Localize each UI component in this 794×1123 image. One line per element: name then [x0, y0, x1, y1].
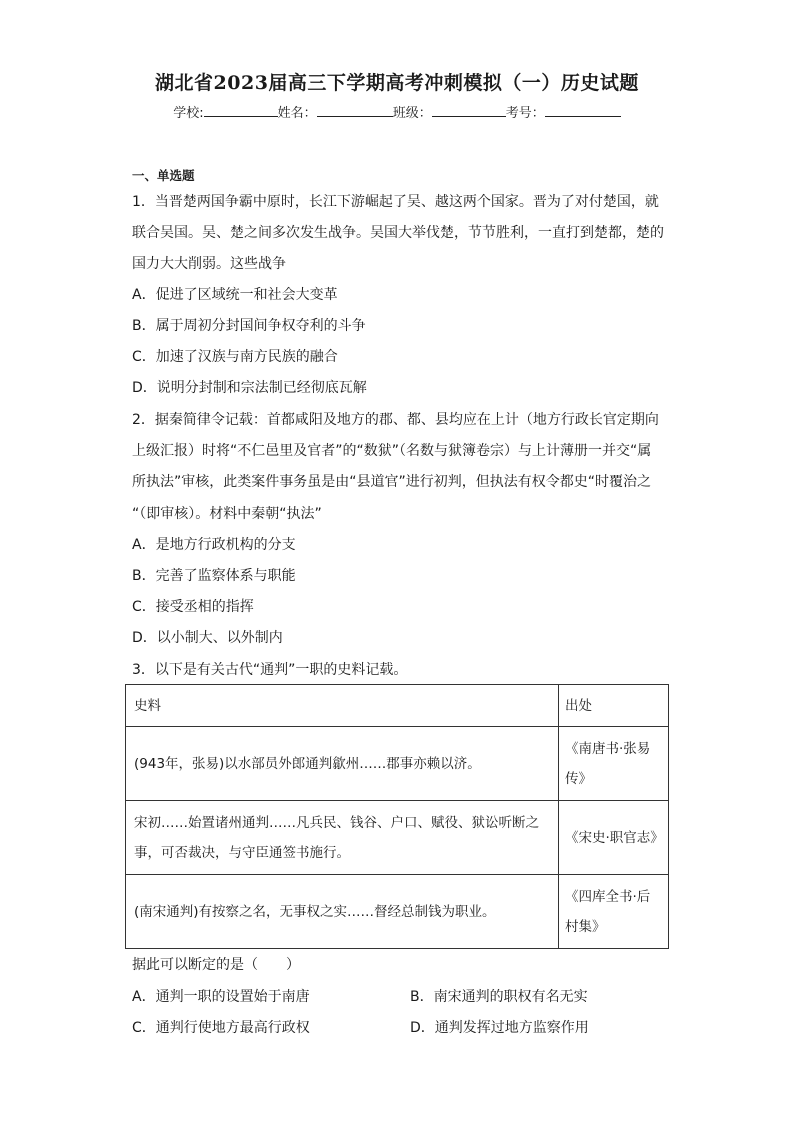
table-row — [126, 875, 669, 949]
cell-source: 《宋史·职官志》 — [565, 829, 664, 846]
question-3-prompt: 据此可以断定的是（ ） — [132, 957, 300, 973]
table-cell — [559, 801, 669, 875]
table-header: 出处 — [559, 685, 669, 727]
cell-source: 《四库全书·后 — [565, 888, 651, 905]
cell-text: 宋初……始置诸州通判……凡兵民、钱谷、户口、赋役、狱讼听断之 — [134, 814, 539, 831]
section-title: 一、单选题 — [132, 168, 195, 183]
question-3-option-d[interactable]: D．通判发挥过地方监察作用 — [410, 1020, 589, 1036]
question-2-line: “（即审核）。材料中秦朝“执法” — [132, 506, 322, 522]
cell-text: (943年，张易)以水部员外郎通判歙州……郡事亦赖以济。 — [134, 755, 481, 772]
school-blank — [204, 103, 278, 117]
number-blank — [545, 103, 621, 117]
name-label: 姓名： — [277, 106, 317, 121]
number-label: 考号： — [505, 106, 545, 121]
question-2-line: 所执法”审核，此类案件事务虽是由“县道官”进行初判，但执法有权令都史“时覆治之 — [132, 474, 652, 490]
question-2-option-d[interactable]: D．以小制大、以外制内 — [132, 630, 283, 646]
question-3-option-b[interactable]: B．南宋通判的职权有名无实 — [410, 989, 588, 1005]
question-3-option-c[interactable]: C．通判行使地方最高行政权 — [132, 1020, 310, 1036]
table-header-row — [126, 685, 669, 727]
question-1-option-a[interactable]: A．促进了区域统一和社会大变革 — [132, 287, 338, 303]
class-blank — [432, 103, 506, 117]
table-header: 史料 — [126, 685, 559, 727]
question-1-line: 联合吴国。吴、楚之间多次发生战争。吴国大举伐楚，节节胜利，一直打到楚都，楚的 — [132, 225, 664, 241]
student-info-row — [0, 102, 794, 121]
question-1-line: 国力大大削弱。这些战争 — [132, 256, 286, 272]
question-2-option-a[interactable]: A．是地方行政机构的分支 — [132, 537, 296, 553]
question-1-option-b[interactable]: B．属于周初分封国间争权夺利的斗争 — [132, 318, 366, 334]
table-cell — [559, 727, 669, 801]
question-2-line: 上级汇报）时将“不仁邑里及官者”的“数狱”（名数与狱簿卷宗）与上计薄册一并交“属 — [132, 443, 652, 459]
cell-text: 事，可否裁决，与守臣通签书施行。 — [134, 844, 350, 861]
cell-source: 《南唐书·张易 — [565, 740, 651, 757]
table-row — [126, 801, 669, 875]
page-title: 湖北省2023届高三下学期高考冲刺模拟（一）历史试题 — [155, 72, 639, 94]
question-1-line: 1．当晋楚两国争霸中原时，长江下游崛起了吴、越这两个国家。晋为了对付楚国，就 — [132, 194, 659, 210]
cell-text: (南宋通判)有按察之名，无事权之实……督经总制钱为职业。 — [134, 903, 496, 920]
source-table — [125, 684, 669, 949]
question-3-stem: 3．以下是有关古代“通判”一职的史料记载。 — [132, 662, 408, 678]
question-2-option-b[interactable]: B．完善了监察体系与职能 — [132, 568, 296, 584]
school-label: 学校: — [173, 106, 204, 121]
cell-source: 村集》 — [565, 918, 606, 935]
table-cell — [126, 875, 559, 949]
question-1-option-c[interactable]: C．加速了汉族与南方民族的融合 — [132, 349, 338, 365]
table-cell — [126, 727, 559, 801]
question-3-option-a[interactable]: A．通判一职的设置始于南唐 — [132, 989, 310, 1005]
question-2-option-c[interactable]: C．接受丞相的指挥 — [132, 599, 254, 615]
table-row — [126, 727, 669, 801]
table-cell — [559, 875, 669, 949]
question-1-option-d[interactable]: D．说明分封制和宗法制已经彻底瓦解 — [132, 380, 367, 396]
cell-source: 传》 — [565, 770, 592, 787]
question-2-line: 2．据秦简律令记载：首都咸阳及地方的郡、都、县均应在上计（地方行政长官定期向 — [132, 412, 659, 428]
class-label: 班级： — [392, 106, 432, 121]
name-blank — [317, 103, 393, 117]
table-cell — [126, 801, 559, 875]
